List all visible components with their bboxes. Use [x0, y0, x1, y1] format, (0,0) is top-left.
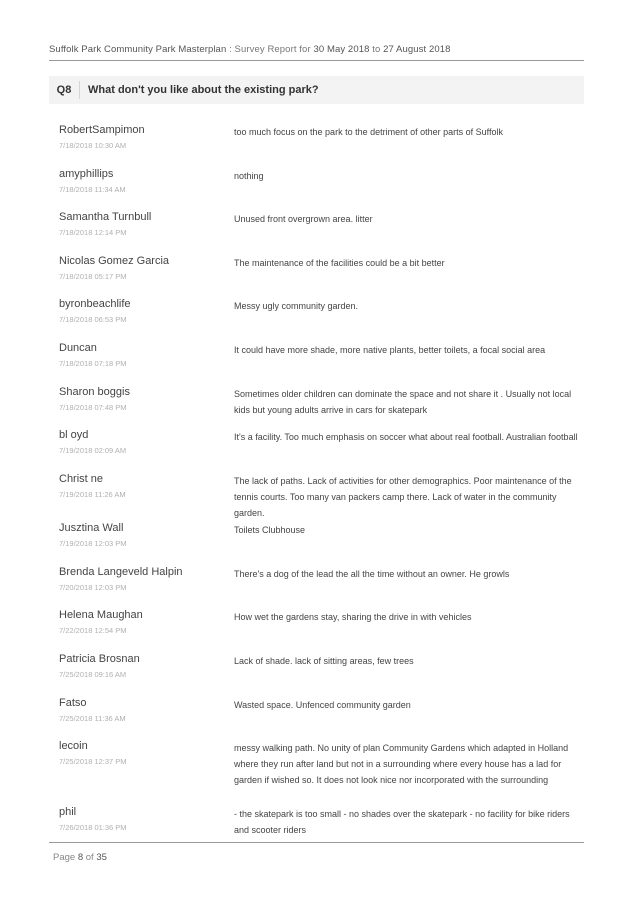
response-answer: Wasted space. Unfenced community garden	[234, 700, 411, 710]
response-answer: There's a dog of the lead the all the time without an owner. He growls	[234, 569, 510, 579]
header-divider	[49, 60, 584, 61]
response-answer: Toilets Clubhouse	[234, 525, 306, 535]
response-answer: The lack of paths. Lack of activities for other demographics. Poor maintenance of the tennis courts. Too many van packers camp there. Lack of water in the community garden.	[234, 476, 572, 518]
response-answer: How wet the gardens stay, sharing the drive in with vehicles	[234, 612, 472, 622]
response-answer: nothing	[234, 171, 264, 181]
response-answer: It's a facility. Too much emphasis on soccer what about real football. Australian football	[234, 432, 578, 442]
question-bar	[49, 76, 584, 104]
report-title: Suffolk Park Community Park Masterplan	[49, 44, 227, 55]
page-footer	[53, 852, 107, 863]
respondent-name: Helena Maughan	[59, 609, 143, 621]
response-answer: Unused front overgrown area. litter	[234, 214, 373, 224]
response-date: 7/19/2018 12:03 PM	[59, 539, 127, 548]
report-subtitle-prefix: : Survey Report for	[226, 44, 314, 55]
respondent-name: phil	[59, 806, 77, 818]
response-answer: Messy ugly community garden.	[234, 301, 359, 311]
response-answer: Sometimes older children can dominate the space and not share it . Usually not local kids but young adults arrive in cars for skatepark	[234, 389, 572, 415]
response-date: 7/18/2018 07:48 PM	[59, 403, 127, 412]
response-answer: Lack of shade. lack of sitting areas, few trees	[234, 656, 414, 666]
response-date: 7/18/2018 05:17 PM	[59, 272, 127, 281]
page-label: Page	[53, 852, 78, 863]
respondent-name: Fatso	[59, 697, 87, 709]
question-number: Q8	[49, 81, 80, 99]
respondent-name: byronbeachlife	[59, 298, 131, 310]
response-date: 7/26/2018 01:36 PM	[59, 823, 127, 832]
respondent-name: Christ ne	[59, 473, 104, 485]
response-answer: It could have more shade, more native plants, better toilets, a focal social area	[234, 345, 546, 355]
respondent-name: Nicolas Gomez Garcia	[59, 255, 170, 267]
response-date: 7/18/2018 07:18 PM	[59, 359, 127, 368]
response-answer: - the skatepark is too small - no shades over the skatepark - no facility for bike riders and scooter riders	[234, 809, 570, 835]
response-date: 7/18/2018 11:34 AM	[59, 185, 126, 194]
report-header	[49, 44, 589, 55]
page-number: 8	[77, 852, 84, 863]
page-total: 35	[96, 852, 107, 863]
respondent-name: amyphillips	[59, 168, 114, 180]
respondent-name: bl oyd	[59, 429, 89, 441]
response-date: 7/25/2018 12:37 PM	[59, 757, 127, 766]
respondent-name: RobertSampimon	[59, 124, 145, 136]
respondent-name: Samantha Turnbull	[59, 211, 152, 223]
respondent-name: Duncan	[59, 342, 97, 354]
page-of-label: of	[83, 852, 97, 863]
response-answer: messy walking path. No unity of plan Community Gardens which adapted in Holland where they run after land but not in a surrounding where every house has a lad for garden if wished so. It does not look nice nor incorporated with the surrounding	[234, 743, 569, 785]
response-date: 7/18/2018 12:14 PM	[59, 228, 127, 237]
report-date-to-word: to	[369, 44, 384, 55]
respondent-name: Patricia Brosnan	[59, 653, 140, 665]
response-answer: The maintenance of the facilities could be a bit better	[234, 258, 445, 268]
response-date: 7/25/2018 09:16 AM	[59, 670, 127, 679]
question-text: What don't you like about the existing park?	[88, 84, 319, 96]
respondent-name: Sharon boggis	[59, 386, 130, 398]
report-date-from: 30 May 2018	[313, 44, 370, 55]
footer-divider	[49, 842, 584, 843]
respondent-name: lecoin	[59, 740, 88, 752]
response-date: 7/22/2018 12:54 PM	[59, 626, 127, 635]
response-date: 7/25/2018 11:36 AM	[59, 714, 126, 723]
response-date: 7/20/2018 12:03 PM	[59, 583, 127, 592]
report-date-to: 27 August 2018	[383, 44, 451, 55]
response-answer: too much focus on the park to the detriment of other parts of Suffolk	[234, 127, 503, 137]
respondent-name: Brenda Langeveld Halpin	[59, 566, 183, 578]
respondent-name: Jusztina Wall	[59, 522, 124, 534]
response-date: 7/19/2018 11:26 AM	[59, 490, 126, 499]
response-date: 7/18/2018 10:30 AM	[59, 141, 127, 150]
response-date: 7/19/2018 02:09 AM	[59, 446, 127, 455]
response-date: 7/18/2018 06:53 PM	[59, 315, 127, 324]
